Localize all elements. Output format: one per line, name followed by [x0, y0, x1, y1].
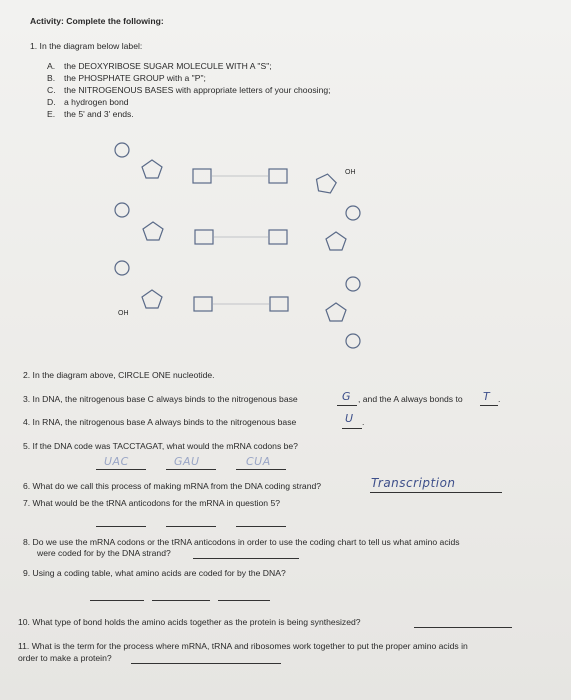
- question-2: 2. In the diagram above, CIRCLE ONE nucleotide.: [23, 370, 215, 380]
- q1-item-d-text: a hydrogen bond: [64, 97, 129, 107]
- base-square: [193, 169, 211, 183]
- q1-item-b-letter: B.: [47, 73, 56, 83]
- question-11-line-1: 11. What is the term for the process where mRNA, tRNA and ribosomes work together to put the proper amino acids in: [18, 641, 468, 651]
- question-11-line-2: order to make a protein?: [18, 653, 112, 663]
- q1-item-c-text: the NITROGENOUS BASES with appropriate letters of your choosing;: [64, 85, 331, 95]
- q3-answer-2: T: [483, 390, 491, 403]
- oh-label-top: OH: [345, 169, 356, 176]
- q3-answer-1: G: [342, 390, 352, 403]
- worksheet-page: Activity: Complete the following: 1. In the diagram below label: A. the DEOXYRIBOSE SUGAR MOLECULE WITH A "S"; B. the PHOSPHATE GROUP with a "P"; C. the NITROGENOUS BASES with appropriate letters of your choosing; D. a hydrogen bond E. the 5' and 3' ends. OH OH 2. In the diagram above, CIRCLE ONE nucleotide. 3. In DNA, the nitrogenous base C always binds to the nitrogenous base G , and the A always bonds to T . 4. In RNA, the nitrogenous base A always binds to the nitrogenous base U . 5. If the DNA code was TACCTAGAT, what would the mRNA codons be? UAC GAU CUA 6. What do we call this process of making mRNA from the DNA coding strand? Transcription 7. What would be the tRNA anticodons for the mRNA in question 5? 8. Do we use the mRNA codons or the tRNA anticodons in order to use the coding chart to tell us what amino acids were coded for by the DNA strand? 9. Using a coding table, what amino acids are coded for by the DNA? 10. What type of bond holds the amino acids together as the protein is being synthesized? 11. What is the term for the process where mRNA, tRNA and ribosomes work together to put the proper amino acids in order to make a protein?: [0, 0, 571, 700]
- question-3-middle: , and the A always bonds to: [358, 394, 463, 404]
- q5-answer-3: CUA: [246, 455, 271, 468]
- phosphate-circle: [346, 206, 360, 220]
- q5-blank-1[interactable]: [96, 469, 146, 470]
- q4-answer: U: [345, 412, 354, 425]
- sugar-pentagon: [315, 172, 338, 193]
- base-square: [195, 230, 213, 244]
- phosphate-circle: [346, 277, 360, 291]
- phosphate-circle: [346, 334, 360, 348]
- q9-blank-2[interactable]: [152, 600, 210, 601]
- q1-item-d-letter: D.: [47, 97, 56, 107]
- q1-item-a-text: the DEOXYRIBOSE SUGAR MOLECULE WITH A "S";: [64, 61, 272, 71]
- activity-title: Activity: Complete the following:: [30, 16, 164, 26]
- question-5: 5. If the DNA code was TACCTAGAT, what would the mRNA codons be?: [23, 441, 298, 451]
- q3-answer-blank-1[interactable]: [337, 405, 357, 406]
- phosphate-circle: [115, 143, 129, 157]
- question-4-prefix: 4. In RNA, the nitrogenous base A always binds to the nitrogenous base: [23, 417, 297, 427]
- q4-answer-blank[interactable]: [342, 428, 362, 429]
- q7-blank-1[interactable]: [96, 526, 146, 527]
- question-6: 6. What do we call this process of making mRNA from the DNA coding strand?: [23, 481, 322, 491]
- question-9: 9. Using a coding table, what amino acids are coded for by the DNA?: [23, 568, 286, 578]
- sugar-pentagon: [142, 160, 162, 178]
- question-3-prefix: 3. In DNA, the nitrogenous base C always binds to the nitrogenous base: [23, 394, 298, 404]
- q5-answer-1: UAC: [104, 455, 129, 468]
- base-square: [269, 230, 287, 244]
- phosphate-circle: [115, 261, 129, 275]
- question-1-prompt: 1. In the diagram below label:: [30, 41, 143, 51]
- q9-blank-1[interactable]: [90, 600, 144, 601]
- q1-item-a-letter: A.: [47, 61, 56, 71]
- base-square: [194, 297, 212, 311]
- oh-label-bottom: OH: [118, 310, 129, 317]
- q7-blank-3[interactable]: [236, 526, 286, 527]
- question-8-line-1: 8. Do we use the mRNA codons or the tRNA anticodons in order to use the coding chart to tell us what amino acids: [23, 537, 460, 547]
- q3-answer-blank-2[interactable]: [480, 405, 498, 406]
- q1-item-c-letter: C.: [47, 85, 56, 95]
- q9-blank-3[interactable]: [218, 600, 270, 601]
- q6-answer-blank[interactable]: [370, 492, 502, 493]
- phosphate-circle: [115, 203, 129, 217]
- q1-item-e-letter: E.: [47, 109, 56, 119]
- q6-answer: Transcription: [371, 476, 456, 490]
- sugar-pentagon: [143, 222, 163, 240]
- q5-blank-3[interactable]: [236, 469, 286, 470]
- q8-answer-blank[interactable]: [193, 558, 299, 559]
- q10-answer-blank[interactable]: [414, 627, 512, 628]
- sugar-pentagon: [326, 303, 346, 321]
- q5-answer-2: GAU: [174, 455, 200, 468]
- sugar-pentagon: [326, 232, 346, 250]
- base-square: [270, 297, 288, 311]
- question-8-line-2: were coded for by the DNA strand?: [37, 548, 171, 558]
- question-10: 10. What type of bond holds the amino acids together as the protein is being synthesized?: [18, 617, 361, 627]
- q11-answer-blank[interactable]: [131, 663, 281, 664]
- base-square: [269, 169, 287, 183]
- q5-blank-2[interactable]: [166, 469, 216, 470]
- q1-item-e-text: the 5' and 3' ends.: [64, 109, 134, 119]
- q7-blank-2[interactable]: [166, 526, 216, 527]
- sugar-pentagon: [142, 290, 162, 308]
- question-7: 7. What would be the tRNA anticodons for the mRNA in question 5?: [23, 498, 281, 508]
- q1-item-b-text: the PHOSPHATE GROUP with a "P";: [64, 73, 206, 83]
